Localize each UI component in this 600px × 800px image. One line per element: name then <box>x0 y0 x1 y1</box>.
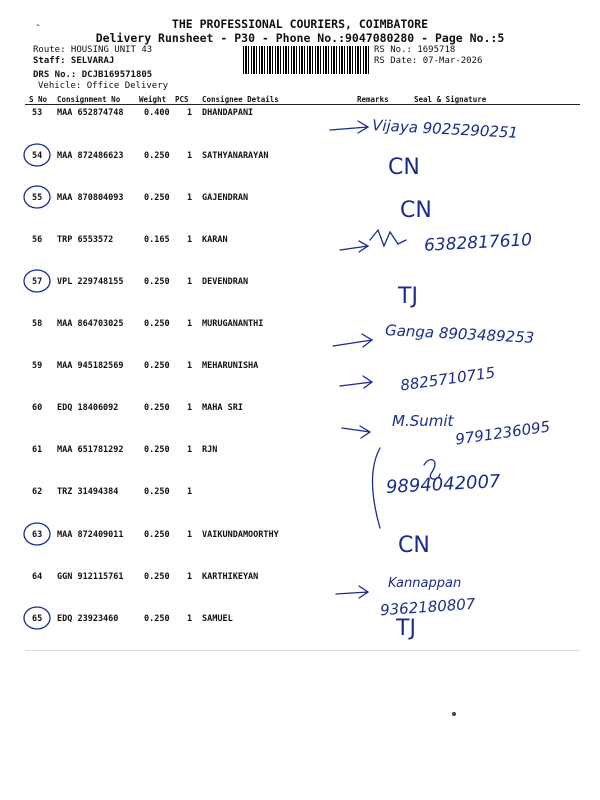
cell-sno: 59 <box>32 361 43 371</box>
cell-weight: 0.250 <box>144 445 170 455</box>
cell-pcs: 1 <box>187 277 193 287</box>
sno-circle-57 <box>24 270 50 292</box>
company-title: THE PROFESSIONAL COURIERS, COIMBATORE <box>171 17 429 31</box>
cell-consignee: KARAN <box>202 235 228 245</box>
cell-sno: 63 <box>32 530 43 540</box>
arrow-icon <box>336 586 368 598</box>
cell-sno: 62 <box>32 487 43 497</box>
arrow-icon <box>340 376 372 388</box>
cell-pcs: 1 <box>187 530 193 540</box>
vehicle-label: Vehicle: Office Delivery <box>38 81 169 91</box>
cell-consignment: EDQ 18406092 <box>57 403 119 413</box>
cell-consignment: TRP 6553572 <box>57 235 114 245</box>
sno-circle-54 <box>24 144 50 166</box>
sno-circle-65 <box>24 607 50 629</box>
cell-consignee: MAHA SRI <box>202 403 243 413</box>
drs-number: DRS No.: DCJB169571805 <box>33 70 153 80</box>
handwritten-note: TJ <box>398 284 418 309</box>
cell-pcs: 1 <box>187 361 193 371</box>
cell-pcs: 1 <box>187 487 193 497</box>
cell-consignment: TRZ 31494384 <box>57 487 119 497</box>
col-consignee: Consignee Details <box>202 95 279 104</box>
arrow-icon <box>333 334 372 347</box>
cell-consignment: EDQ 23923460 <box>57 614 119 624</box>
runsheet-title: Delivery Runsheet - P30 - Phone No.:9047080280 - Page No.:5 <box>95 31 505 45</box>
cell-consignment: MAA 651781292 <box>57 445 124 455</box>
staff-label: Staff: SELVARAJ <box>33 56 115 66</box>
handwritten-note: CN <box>400 198 432 223</box>
cell-pcs: 1 <box>187 151 193 161</box>
col-remarks: Remarks <box>357 95 389 104</box>
cell-sno: 53 <box>32 108 43 118</box>
cell-consignee: DEVENDRAN <box>202 277 249 287</box>
handwritten-note: CN <box>398 533 430 558</box>
cell-consignment: GGN 912115761 <box>57 572 124 582</box>
cell-consignee: GAJENDRAN <box>202 193 249 203</box>
cell-weight: 0.250 <box>144 530 170 540</box>
handwritten-note: 6382817610 <box>423 230 533 256</box>
cell-pcs: 1 <box>187 193 193 203</box>
cell-sno: 55 <box>32 193 43 203</box>
handwritten-note: CN <box>388 155 420 180</box>
cell-weight: 0.165 <box>144 235 170 245</box>
col-weight: Weight <box>139 95 167 104</box>
cell-consignee: KARTHIKEYAN <box>202 572 259 582</box>
cell-sno: 58 <box>32 319 43 329</box>
cell-consignee: MURUGANANTHI <box>202 319 264 329</box>
cell-weight: 0.250 <box>144 572 170 582</box>
cell-weight: 0.250 <box>144 193 170 203</box>
cell-consignee: SAMUEL <box>202 614 233 624</box>
cell-weight: 0.250 <box>144 319 170 329</box>
cell-sno: 54 <box>32 151 43 161</box>
cell-sno: 56 <box>32 235 43 245</box>
cell-sno: 60 <box>32 403 43 413</box>
cell-weight: 0.400 <box>144 108 170 118</box>
arrow-icon <box>330 121 368 133</box>
cell-consignment: MAA 864703025 <box>57 319 124 329</box>
handwritten-note: 9791236095 <box>454 417 552 449</box>
cell-weight: 0.250 <box>144 277 170 287</box>
cell-consignee: VAIKUNDAMOORTHY <box>202 530 279 540</box>
rs-date: RS Date: 07-Mar-2026 <box>374 56 483 66</box>
cell-weight: 0.250 <box>144 403 170 413</box>
route-label: Route: HOUSING UNIT 43 <box>33 45 153 55</box>
cell-pcs: 1 <box>187 319 193 329</box>
handwritten-note: M.Sumit <box>392 412 454 430</box>
rs-number: RS No.: 1695718 <box>374 45 456 55</box>
bracket-mark <box>372 448 380 528</box>
cell-consignment: VPL 229748155 <box>57 277 124 287</box>
cell-pcs: 1 <box>187 572 193 582</box>
handwritten-note: 8825710715 <box>399 363 497 395</box>
handwritten-note: 9894042007 <box>385 471 502 498</box>
cell-weight: 0.250 <box>144 361 170 371</box>
cell-consignee: SATHYANARAYAN <box>202 151 269 161</box>
col-sno: S No <box>29 95 48 104</box>
arrow-icon <box>342 426 370 438</box>
cell-pcs: 1 <box>187 108 193 118</box>
col-seal: Seal & Signature <box>414 95 487 104</box>
cell-consignment: MAA 652874748 <box>57 108 124 118</box>
cell-sno: 61 <box>32 445 43 455</box>
handwritten-note: Kannappan <box>388 576 462 591</box>
cell-pcs: 1 <box>187 445 193 455</box>
cell-weight: 0.250 <box>144 487 170 497</box>
cell-consignment: MAA 945182569 <box>57 361 124 371</box>
sno-circle-63 <box>24 523 50 545</box>
paper-speck <box>452 712 456 716</box>
corner-mark: - <box>35 20 42 31</box>
cell-weight: 0.250 <box>144 614 170 624</box>
cell-consignment: MAA 872486623 <box>57 151 124 161</box>
cell-pcs: 1 <box>187 403 193 413</box>
cell-consignee: DHANDAPANI <box>202 108 254 118</box>
cell-consignee: MEHARUNISHA <box>202 361 259 371</box>
handwritten-note: TJ <box>396 616 416 641</box>
cell-sno: 64 <box>32 572 43 582</box>
cell-weight: 0.250 <box>144 151 170 161</box>
arrow-icon <box>340 241 368 252</box>
handwritten-note: Ganga 8903489253 <box>384 321 535 347</box>
handwritten-note: 9362180807 <box>379 594 476 620</box>
cell-sno: 65 <box>32 614 43 624</box>
handwritten-note: Vijaya 9025290251 <box>371 116 519 142</box>
col-consignment: Consignment No <box>57 95 121 104</box>
cell-pcs: 1 <box>187 235 193 245</box>
col-pcs: PCS <box>175 95 189 104</box>
sno-circle-55 <box>24 186 50 208</box>
signature-scribble <box>370 230 406 246</box>
cell-consignee: RJN <box>202 445 218 455</box>
cell-pcs: 1 <box>187 614 193 624</box>
cell-sno: 57 <box>32 277 43 287</box>
cell-consignment: MAA 872409011 <box>57 530 124 540</box>
cell-consignment: MAA 870804093 <box>57 193 124 203</box>
